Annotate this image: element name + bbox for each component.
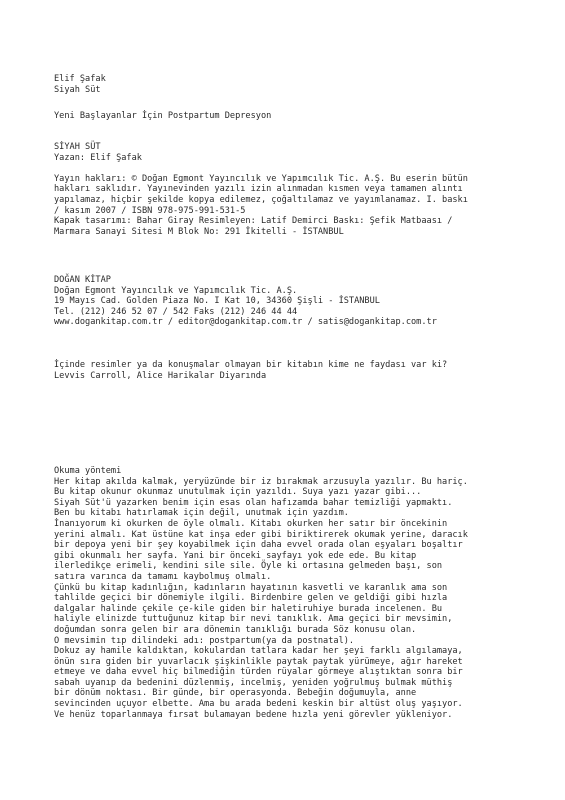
imprint-line: hakları saklıdır. Yayınevinden yazılı izin alınmadan kısmen veya tamamen alıntı — [54, 184, 463, 195]
chapter-body-line: tahlilde geçici bir dönemiyle ilgili. Birdenbire gelen ve geldiği gibi hızla — [54, 593, 448, 604]
imprint-line: yapılamaz, hiçbir şekilde kopya edilemez, çoğaltılamaz ve yayımlanamaz. I. baskı — [54, 194, 468, 205]
publisher-web: www.dogankitap.com.tr / editor@dogankitap.com.tr / satis@dogankitap.com.tr — [54, 317, 437, 328]
publisher-name: DOĞAN KİTAP — [54, 275, 111, 285]
imprint-book-title: SİYAH SÜT — [54, 142, 101, 152]
imprint-line: Marmara Sanayi Sitesi M Blok No: 291 İkitelli - İSTANBUL — [54, 226, 344, 237]
chapter-body-line: sevincinden uçuyor elbette. Ama bu arada bedeni keskin bir altüst oluş yaşıyor. — [54, 699, 463, 710]
chapter-body-line: bir dönüm noktası. Bir günde, bir operasyonda. Bebeğin doğumuyla, anne — [54, 688, 417, 699]
chapter-body-line: Ve henüz toparlanmaya fırsat bulamayan bedene hızla yeni görevler yükleniyor. — [54, 709, 453, 720]
chapter-body-line: İnanıyorum ki okurken de öyle olmalı. Kitabı okurken her satır bir öncekinin — [54, 518, 448, 529]
epigraph-quote: İçinde resimler ya da konuşmalar olmayan bir kitabın kime ne faydası var ki? — [54, 360, 448, 370]
imprint-line: / kasım 2007 / ISBN 978-975-991-531-5 — [54, 205, 246, 216]
chapter-body-line: bir depoya yeni bir şey koyabilmek için daha evvel orada olan eşyaları boşaltır — [54, 540, 463, 551]
chapter-body-line: doğumdan sonra gelen bir ara dönemin tanıklığı burada Söz konusu olan. — [54, 624, 417, 635]
chapter-body-line: O mevsimin tıp dilindeki adı: postpartum(ya da postnatal). — [54, 635, 355, 646]
cover-block — [54, 74, 554, 95]
chapter-body-line: haliyle elinizde tuttuğunuz kitap bir nevi tanıklık. Ama geçici bir mevsimin, — [54, 614, 453, 625]
publisher-phone: Tel. (212) 246 52 07 / 542 Faks (212) 246 44 44 — [54, 306, 298, 317]
chapter-body-line: önün sıra giden bir yuvarlacık şişkinlikle paytak paytak yürümeye, ağır hareket — [54, 656, 463, 667]
chapter-body-line: Her kitap akılda kalmak, yeryüzünde bir iz bırakmak arzusuyla yazılır. Bu hariç. — [54, 476, 468, 487]
chapter-body-line: gibi okunmalı her sayfa. Yani bir önceki sayfayı yok ede ede. Bu kitap — [54, 550, 417, 561]
chapter-body-line: yerini almalı. Kat üstüne kat inşa eder gibi biriktirerek okumak yerine, daracık — [54, 529, 468, 540]
book-subtitle: Yeni Başlayanlar İçin Postpartum Depresyon — [54, 111, 272, 121]
chapter-body-line: dalgalar halinde çekile çe-kile giden bir haletiruhiye burada incelenen. Bu — [54, 603, 443, 614]
imprint-author: Yazan: Elif Şafak — [54, 152, 142, 163]
chapter-body-line: satıra varınca da tamamı kaybolmuş olmalı. — [54, 571, 272, 582]
chapter-block — [54, 466, 554, 720]
cover-title: Siyah Süt — [54, 84, 101, 95]
chapter-body-line: Dokuz ay hamile kaldıktan, kokulardan tatlara kadar her şeyi farklı algılamaya, — [54, 646, 463, 657]
imprint-block — [54, 142, 554, 237]
cover-author: Elif Şafak — [54, 74, 106, 84]
publisher-address: 19 Mayıs Cad. Golden Piaza No. I Kat 10, 34360 Şişli - İSTANBUL — [54, 296, 380, 307]
chapter-body-line: Ben bu kitabı hatırlamak için değil, unutmak için yazdım. — [54, 508, 349, 519]
subtitle-block — [54, 111, 554, 122]
chapter-body-line: ilerledikçe erimeli, kendini sile sile. Öyle ki ortasına gelmeden başı, son — [54, 561, 443, 572]
imprint-line: Kapak tasarımı: Bahar Giray Resimleyen: Latif Demirci Baskı: Şefik Matbaası / — [54, 216, 453, 227]
epigraph-block — [54, 360, 554, 381]
blank-line — [54, 163, 554, 174]
chapter-heading: Okuma yöntemi — [54, 466, 122, 476]
chapter-body-line: Siyah Süt'ü yazarken benim için esas olan hafızamda bahar temizliği yapmaktı. — [54, 497, 453, 508]
publisher-company: Doğan Egmont Yayıncılık ve Yapımcılık Tic. A.Ş. — [54, 285, 298, 296]
chapter-body-line: etmeye ve daha evvel hiç bilmediğin türden rüyalar görmeye alıştıktan sonra bir — [54, 667, 463, 678]
chapter-body-line: Bu kitap okunur okunmaz unutulmak için yazıldı. Suya yazı yazar gibi... — [54, 487, 422, 498]
chapter-body-line: Çünkü bu kitap kadınlığın, kadınların hayatının kasvetli ve karanlık ama son — [54, 582, 448, 593]
epigraph-attribution: Levvis Carroll, Alice Harikalar Diyarında — [54, 370, 267, 381]
chapter-body — [54, 477, 554, 721]
imprint-line: Yayın hakları: © Doğan Egmont Yayıncılık ve Yapımcılık Tic. A.Ş. Bu eserin bütün — [54, 173, 468, 184]
chapter-body-line: sabah uyanıp da bedenini düzlenmiş, incelmiş, yeniden yoğrulmuş bulmak müthiş — [54, 677, 453, 688]
publisher-block — [54, 275, 554, 328]
